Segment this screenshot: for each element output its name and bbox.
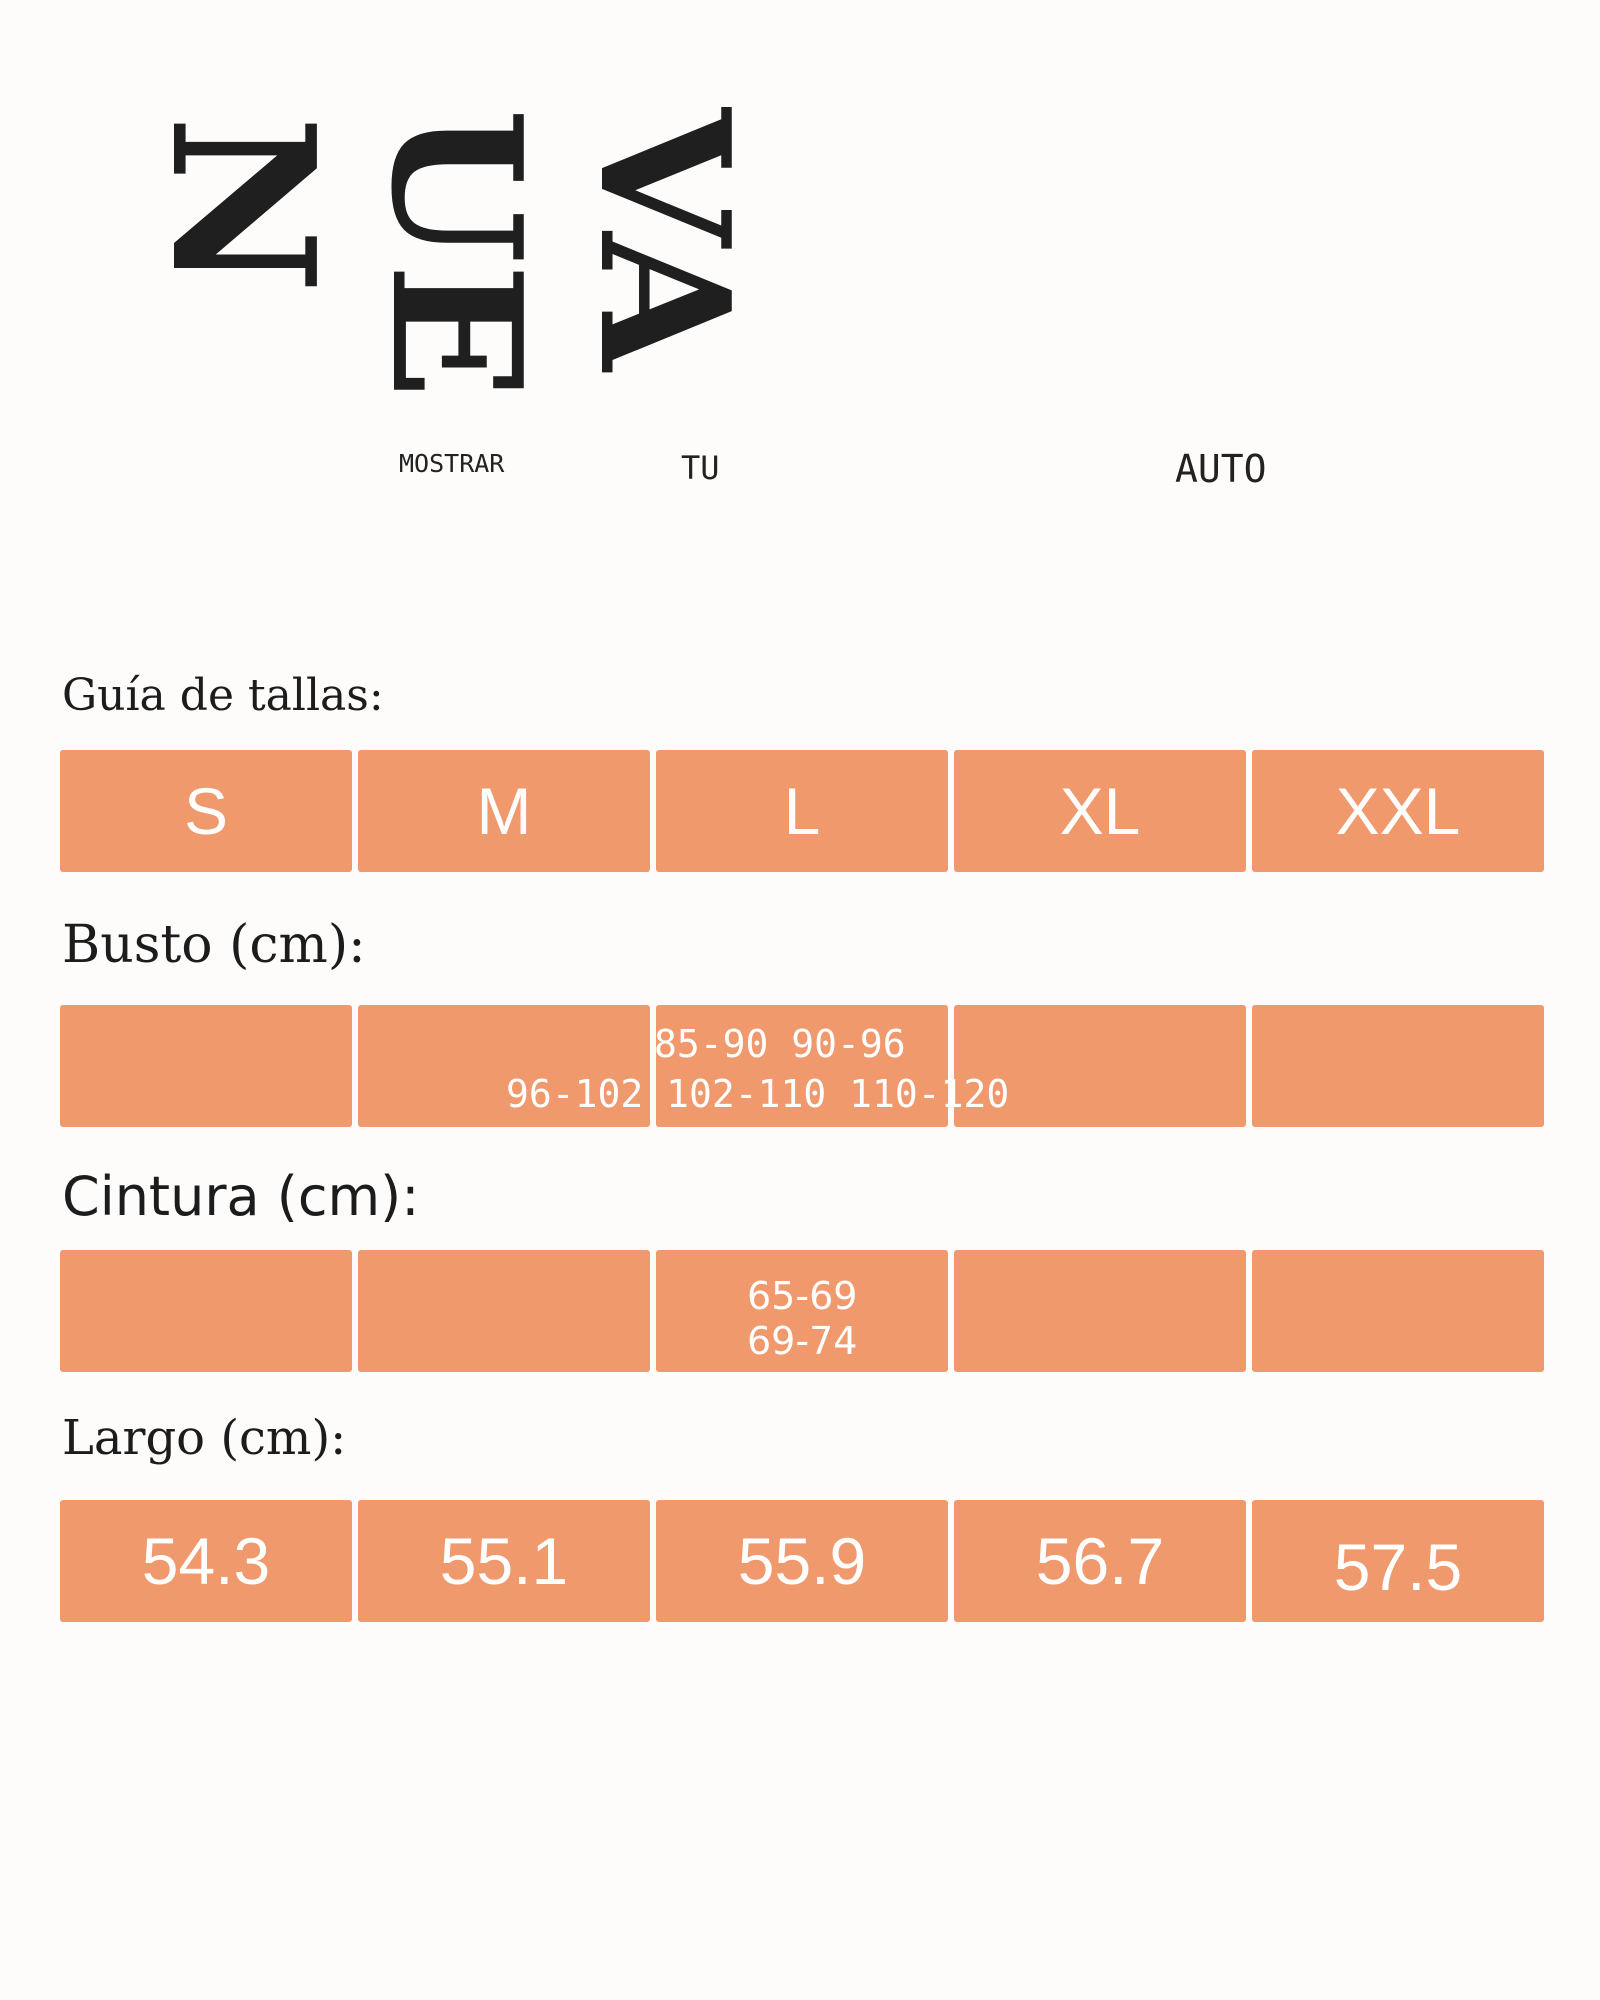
cintura-value-line-2: 69-74 — [747, 1319, 858, 1363]
size-cell-l — [656, 750, 948, 872]
busto-label: Busto (cm): — [62, 915, 366, 975]
largo-row — [60, 1500, 1546, 1622]
largo-cell-s — [60, 1500, 352, 1622]
size-label: XXL — [1335, 774, 1461, 848]
size-cell-xl — [954, 750, 1246, 872]
largo-cell-xl — [954, 1500, 1246, 1622]
largo-value: 55.9 — [737, 1524, 867, 1598]
logo-label-tu: TU — [681, 449, 720, 487]
cintura-cell-s — [60, 1250, 352, 1372]
size-label: L — [783, 774, 821, 848]
largo-value: 56.7 — [1035, 1524, 1165, 1598]
busto-cell-s — [60, 1005, 352, 1127]
size-cell-m — [358, 750, 650, 872]
size-cell-s — [60, 750, 352, 872]
cintura-value-line-1: 65-69 — [747, 1274, 858, 1318]
busto-cell-xxl — [1252, 1005, 1544, 1127]
size-cell-xxl — [1252, 750, 1544, 872]
cintura-row — [60, 1250, 1546, 1372]
largo-cell-m — [358, 1500, 650, 1622]
size-guide-title: Guía de tallas: — [62, 670, 384, 721]
cintura-cell-xxl — [1252, 1250, 1544, 1372]
largo-value: 55.1 — [439, 1524, 569, 1598]
largo-label: Largo (cm): — [62, 1410, 347, 1466]
busto-values-line-2: 96-102 102-110 110-120 — [506, 1072, 1010, 1116]
cintura-label: Cintura (cm): — [62, 1165, 420, 1228]
logo-letter-n: N — [127, 115, 357, 295]
size-label: M — [476, 774, 532, 848]
sizes-row — [60, 750, 1546, 872]
busto-values-line-1: 85-90 90-96 — [654, 1022, 906, 1066]
logo-letters-va: VA — [560, 108, 769, 371]
largo-value: 54.3 — [141, 1524, 271, 1598]
largo-cell-xxl — [1252, 1500, 1544, 1622]
cintura-cell-xl — [954, 1250, 1246, 1372]
cintura-cell-m — [358, 1250, 650, 1372]
logo-label-auto: AUTO — [1175, 447, 1267, 491]
busto-row — [60, 1005, 1546, 1127]
logo-label-mostrar: MOSTRAR — [399, 449, 505, 478]
largo-cell-l — [656, 1500, 948, 1622]
logo-letters-ue: UE — [352, 108, 561, 399]
size-label: S — [183, 774, 229, 848]
size-label: XL — [1059, 774, 1141, 848]
largo-value: 57.5 — [1333, 1530, 1463, 1604]
